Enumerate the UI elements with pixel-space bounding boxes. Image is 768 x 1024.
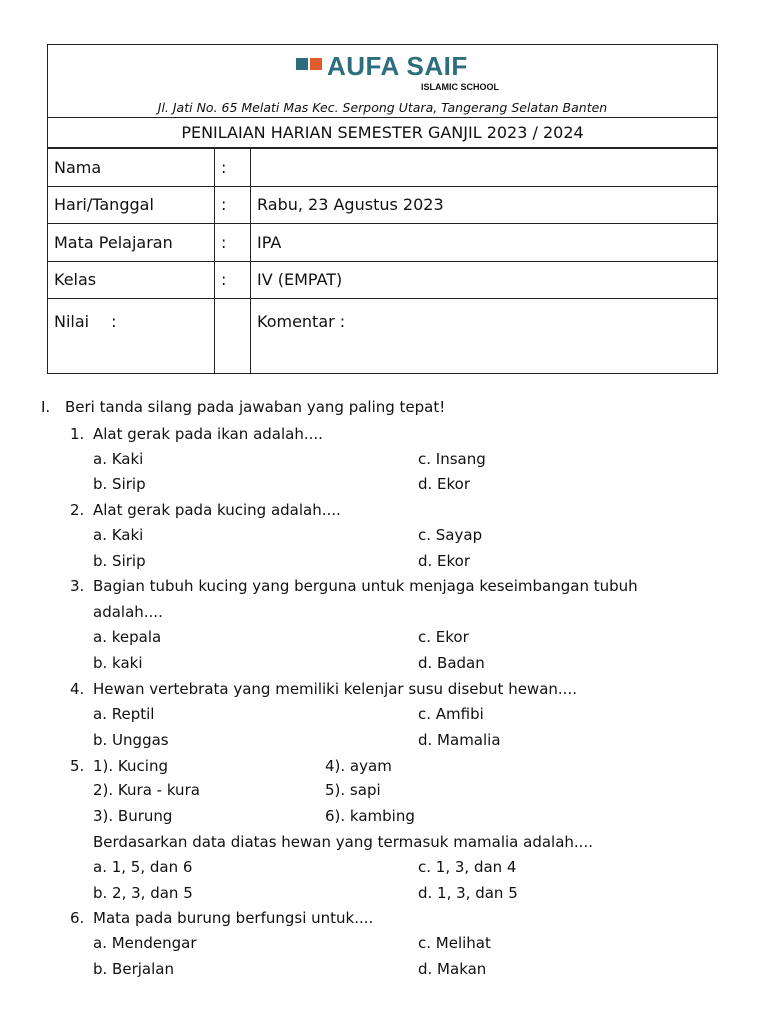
nilai-cell[interactable] [48,299,215,374]
student-info-table [47,148,718,374]
q3-option-a[interactable]: a. kepala [93,628,162,646]
nilai-value[interactable] [215,299,251,374]
school-name: AUFA SAIF [327,51,468,81]
info-row-mapel [48,224,718,262]
logo-square-orange [310,58,322,70]
q5-list-1: 1). Kucing [93,757,168,775]
q5-list-2: 2). Kura - kura [93,781,200,799]
section-roman: I. [41,398,51,416]
q3-option-b[interactable]: b. kaki [93,654,143,672]
q3-text-cont: adalah.... [93,603,163,621]
q4-number: 4. [70,680,85,698]
q6-option-d[interactable]: d. Makan [418,960,487,978]
q5-option-a[interactable]: a. 1, 5, dan 6 [93,858,193,876]
hari-value: Rabu, 23 Agustus 2023 [251,186,718,224]
section-instruction: Beri tanda silang pada jawaban yang paling tepat! [65,398,446,416]
komentar-label: Komentar : [257,312,346,331]
q6-option-b[interactable]: b. Berjalan [93,960,174,978]
q4-option-b[interactable]: b. Unggas [93,731,169,749]
hari-label: Hari/Tanggal [48,186,215,224]
q4-option-c[interactable]: c. Amfibi [418,705,484,723]
hari-colon: : [215,186,251,224]
kelas-value: IV (EMPAT) [251,261,718,299]
info-row-nama [48,149,718,187]
info-row-nilai [48,299,718,374]
nama-value[interactable] [251,149,718,187]
q1-number: 1. [70,425,85,443]
exam-title: PENILAIAN HARIAN SEMESTER GANJIL 2023 / 2024 [47,118,718,148]
kelas-label: Kelas [48,261,215,299]
q5-text: Berdasarkan data diatas hewan yang termasuk mamalia adalah.... [93,833,593,851]
q3-option-d[interactable]: d. Badan [418,654,485,672]
q5-option-b[interactable]: b. 2, 3, dan 5 [93,884,193,902]
q6-text: Mata pada burung berfungsi untuk.... [93,909,374,927]
q2-option-a[interactable]: a. Kaki [93,526,144,544]
q5-list-4: 4). ayam [325,757,392,775]
q2-number: 2. [70,501,85,519]
q6-option-a[interactable]: a. Mendengar [93,934,197,952]
q2-option-b[interactable]: b. Sirip [93,552,146,570]
q3-number: 3. [70,577,85,595]
q4-option-d[interactable]: d. Mamalia [418,731,501,749]
q1-text: Alat gerak pada ikan adalah.... [93,425,323,443]
info-row-hari [48,186,718,224]
school-header [47,44,718,118]
q4-text: Hewan vertebrata yang memiliki kelenjar susu disebut hewan.... [93,680,577,698]
nama-label: Nama [48,149,215,187]
mapel-colon: : [215,224,251,262]
q3-option-c[interactable]: c. Ekor [418,628,469,646]
q3-text: Bagian tubuh kucing yang berguna untuk menjaga keseimbangan tubuh [93,577,638,595]
komentar-cell[interactable] [251,299,718,374]
q2-text: Alat gerak pada kucing adalah.... [93,501,341,519]
school-subtitle: ISLAMIC SCHOOL [421,82,499,92]
school-address: Jl. Jati No. 65 Melati Mas Kec. Serpong Utara, Tangerang Selatan Banten [157,100,608,115]
q1-option-b[interactable]: b. Sirip [93,475,146,493]
q4-option-a[interactable]: a. Reptil [93,705,155,723]
kelas-colon: : [215,261,251,299]
q5-option-d[interactable]: d. 1, 3, dan 5 [418,884,518,902]
q1-option-c[interactable]: c. Insang [418,450,486,468]
q5-list-5: 5). sapi [325,781,381,799]
q5-list-6: 6). kambing [325,807,415,825]
q5-list-3: 3). Burung [93,807,173,825]
mapel-label: Mata Pelajaran [48,224,215,262]
q6-option-c[interactable]: c. Melihat [418,934,491,952]
q5-option-c[interactable]: c. 1, 3, dan 4 [418,858,517,876]
q5-number: 5. [70,757,85,775]
school-logo [296,51,499,92]
nama-colon: : [215,149,251,187]
info-row-kelas [48,261,718,299]
q1-option-d[interactable]: d. Ekor [418,475,471,493]
nilai-label: Nilai [54,312,90,331]
nilai-colon: : [111,312,117,331]
q1-option-a[interactable]: a. Kaki [93,450,144,468]
logo-square-teal [296,58,308,70]
q6-number: 6. [70,909,85,927]
mapel-value: IPA [251,224,718,262]
q2-option-d[interactable]: d. Ekor [418,552,471,570]
q2-option-c[interactable]: c. Sayap [418,526,483,544]
